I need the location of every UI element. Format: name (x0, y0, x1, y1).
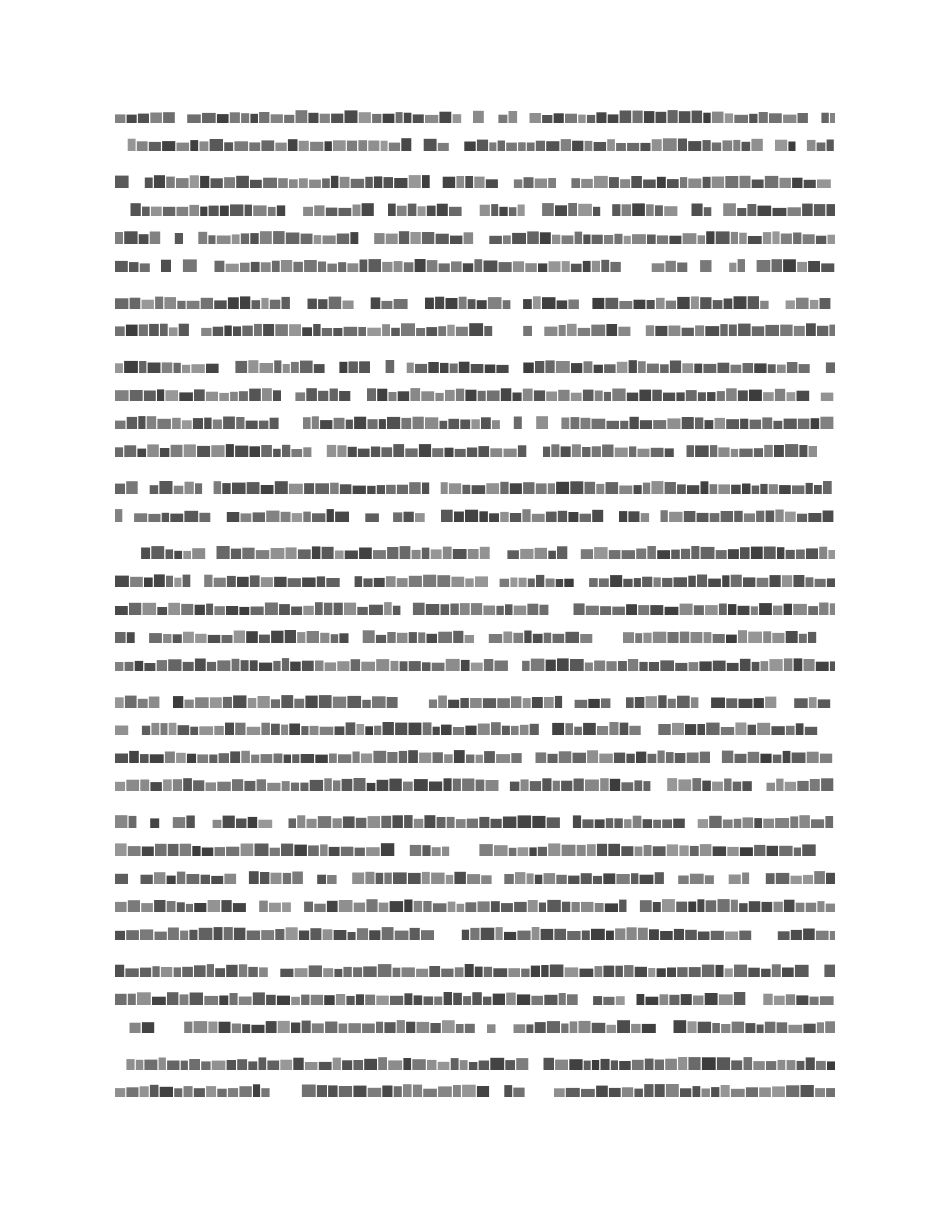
text-line (115, 506, 835, 526)
text-line (115, 413, 835, 433)
illegible-glyph-run (115, 175, 835, 189)
illegible-glyph-run (115, 871, 835, 885)
text-line (115, 599, 835, 619)
text-line (115, 571, 835, 591)
text-line (115, 293, 835, 313)
illegible-glyph-run (115, 815, 835, 829)
illegible-glyph-run (115, 110, 835, 124)
illegible-glyph-run (115, 695, 835, 709)
text-line (115, 107, 835, 127)
illegible-glyph-run (115, 1020, 835, 1034)
text-line (115, 627, 835, 647)
illegible-glyph-run (115, 778, 835, 792)
illegible-glyph-run (115, 481, 835, 495)
illegible-glyph-run (115, 231, 835, 245)
illegible-glyph-run (115, 323, 835, 337)
text-line (115, 543, 835, 563)
illegible-glyph-run (115, 138, 835, 152)
text-line (115, 896, 835, 916)
illegible-glyph-run (115, 750, 835, 764)
text-line (115, 961, 835, 981)
text-line (115, 200, 835, 220)
illegible-glyph-run (115, 360, 835, 374)
text-line (115, 478, 835, 498)
illegible-glyph-run (115, 602, 835, 616)
illegible-glyph-run (115, 574, 835, 588)
illegible-glyph-run (115, 1084, 835, 1098)
text-line (115, 441, 835, 461)
text-line (115, 989, 835, 1009)
text-line (115, 747, 835, 767)
text-line (115, 1081, 835, 1101)
text-line (115, 719, 835, 739)
illegible-glyph-run (115, 843, 835, 857)
illegible-glyph-run (115, 444, 835, 458)
illegible-glyph-run (115, 899, 835, 913)
body-text-block (115, 107, 835, 1109)
text-line (115, 385, 835, 405)
text-line (115, 320, 835, 340)
text-line (115, 868, 835, 888)
illegible-glyph-run (115, 1057, 835, 1071)
text-line (115, 812, 835, 832)
illegible-glyph-run (115, 927, 835, 941)
text-line (115, 256, 835, 276)
text-line (115, 172, 835, 192)
illegible-glyph-run (115, 722, 835, 736)
text-line (115, 775, 835, 795)
text-line (115, 924, 835, 944)
illegible-glyph-run (115, 416, 835, 430)
text-line (115, 655, 835, 675)
illegible-glyph-run (115, 509, 835, 523)
illegible-glyph-run (115, 296, 835, 310)
text-line (115, 1054, 835, 1074)
illegible-glyph-run (115, 546, 835, 560)
text-line (115, 228, 835, 248)
text-line (115, 357, 835, 377)
text-line (115, 840, 835, 860)
text-line (115, 692, 835, 712)
illegible-glyph-run (115, 203, 835, 217)
illegible-glyph-run (115, 992, 835, 1006)
illegible-glyph-run (115, 630, 835, 644)
text-line (115, 1017, 835, 1037)
illegible-glyph-run (115, 964, 835, 978)
illegible-glyph-run (115, 259, 835, 273)
text-line (115, 135, 835, 155)
illegible-glyph-run (115, 658, 835, 672)
illegible-glyph-run (115, 388, 835, 402)
